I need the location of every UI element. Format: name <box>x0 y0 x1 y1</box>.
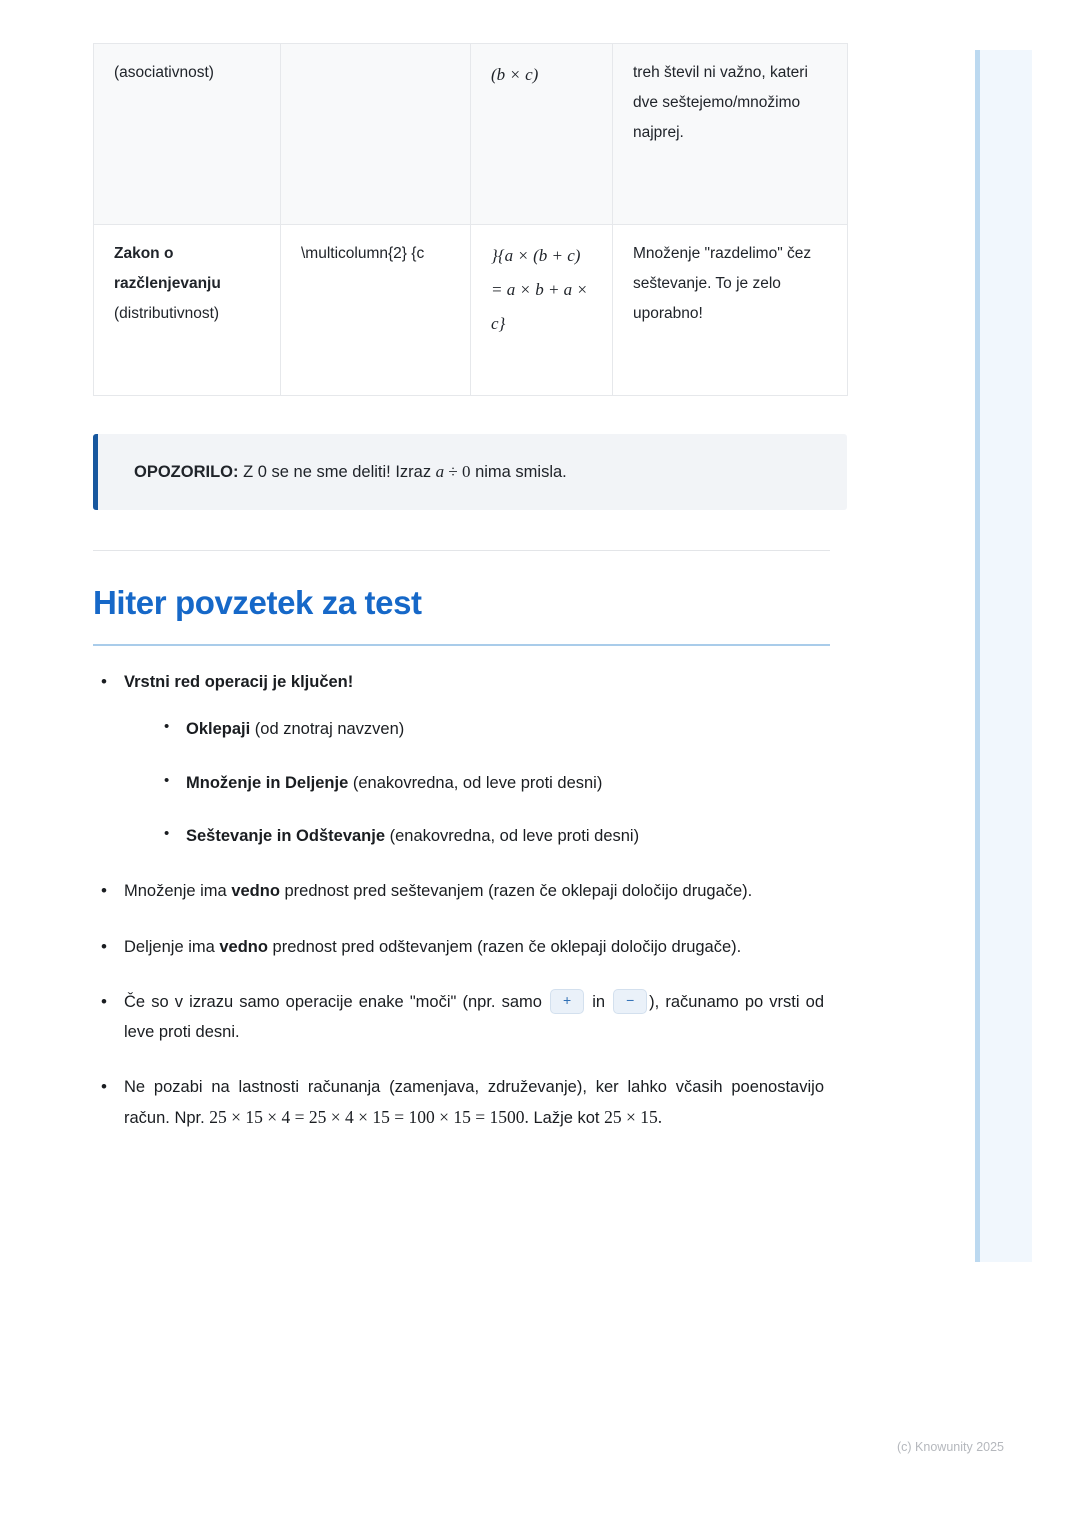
summary-item-2-part2: prednost pred seštevanjem (razen če oklepaji določijo drugače). <box>279 882 753 901</box>
law-subtitle: (distributivnost) <box>114 305 220 323</box>
law-formula: }{a × (b + c) = a × b + a × c} <box>491 246 588 333</box>
summary-item-3-part1: Deljenje ima <box>124 937 220 956</box>
summary-list <box>93 668 847 1134</box>
law-subtitle: (asociativnost) <box>114 64 214 81</box>
table-cell-formula <box>471 225 613 396</box>
warning-label: OPOZORILO: <box>134 463 239 481</box>
plus-operator-chip: + <box>550 989 584 1013</box>
warning-text-after: nima smisla. <box>470 463 567 481</box>
summary-sublist <box>155 715 824 851</box>
summary-item-4-mid: in <box>586 993 612 1012</box>
law-description: Množenje "razdelimo" čez seštevanje. To je zelo uporabno! <box>633 245 812 323</box>
table-row <box>94 44 848 225</box>
summary-item-2-bold: vedno <box>231 882 280 901</box>
table-cell-formula <box>471 44 613 225</box>
table-cell-description <box>613 44 848 225</box>
footer-copyright: (c) Knowunity 2025 <box>897 1440 1005 1454</box>
table-cell-description <box>613 225 848 396</box>
warning-callout <box>93 434 847 510</box>
table-cell-secondary <box>281 225 471 396</box>
table-row <box>94 225 848 396</box>
summary-item-3-part2: prednost pred odštevanjem (razen če oklepaji določijo drugače). <box>267 937 742 956</box>
page-title: Hiter povzetek za test <box>93 584 422 621</box>
summary-item-5-part1: Ne pozabi na lastnosti računanja (zamenjava, združevanje), ker lahko včasih poenostavijo račun. Npr. <box>124 1077 824 1128</box>
sub-item-3-bold: Seštevanje in Odštevanje <box>186 827 386 846</box>
list-item <box>155 715 824 744</box>
properties-table <box>93 43 848 396</box>
table-cell-name <box>94 225 281 396</box>
list-item <box>93 668 824 851</box>
summary-item-1-label: Vrstni red operacij je ključen! <box>124 673 354 691</box>
list-item <box>93 988 824 1047</box>
warning-math-variable: a <box>435 462 445 481</box>
table-cell-name <box>94 44 281 225</box>
table-cell-secondary <box>281 44 471 225</box>
minus-operator-chip: − <box>613 989 647 1013</box>
sub-item-2-rest: (enakovredna, od leve proti desni) <box>348 773 603 792</box>
list-item <box>93 1073 824 1134</box>
sub-item-3-rest: (enakovredna, od leve proti desni) <box>385 827 640 846</box>
summary-item-4-part2: ), računamo po vrsti od leve proti desni. <box>124 993 824 1041</box>
sub-item-1-rest: (od znotraj navzven) <box>250 720 405 739</box>
summary-item-3-bold: vedno <box>219 937 268 956</box>
sub-item-1-bold: Oklepaji <box>186 720 251 739</box>
section-divider <box>93 550 830 551</box>
list-item <box>93 877 824 906</box>
right-side-panel <box>975 50 1032 1262</box>
summary-item-5-math-2: 25 × 15. <box>604 1107 663 1128</box>
list-item <box>155 822 824 851</box>
warning-math-operation: ÷ 0 <box>444 462 471 481</box>
sub-item-2-bold: Množenje in Deljenje <box>186 773 349 792</box>
heading-underline <box>93 644 830 646</box>
summary-item-4-part1: Če so v izrazu samo operacije enake "moči" (npr. samo <box>124 993 549 1012</box>
list-item <box>93 933 824 962</box>
document-page <box>93 0 847 1160</box>
law-formula: (b × c) <box>491 65 539 84</box>
warning-text-before: Z 0 se ne sme deliti! Izraz <box>238 463 436 481</box>
law-description: treh števil ni važno, kateri dve seštejemo/množimo najprej. <box>633 64 808 142</box>
law-secondary-text: \multicolumn{2} {c <box>301 245 425 262</box>
summary-item-2-part1: Množenje ima <box>124 882 232 901</box>
summary-item-5-mid: Lažje kot <box>528 1109 605 1128</box>
summary-item-5-math-1: 25 × 15 × 4 = 25 × 4 × 15 = 100 × 15 = 1500. <box>209 1107 529 1128</box>
law-title: Zakon o razčlenjevanju <box>114 245 221 293</box>
list-item <box>155 769 824 798</box>
